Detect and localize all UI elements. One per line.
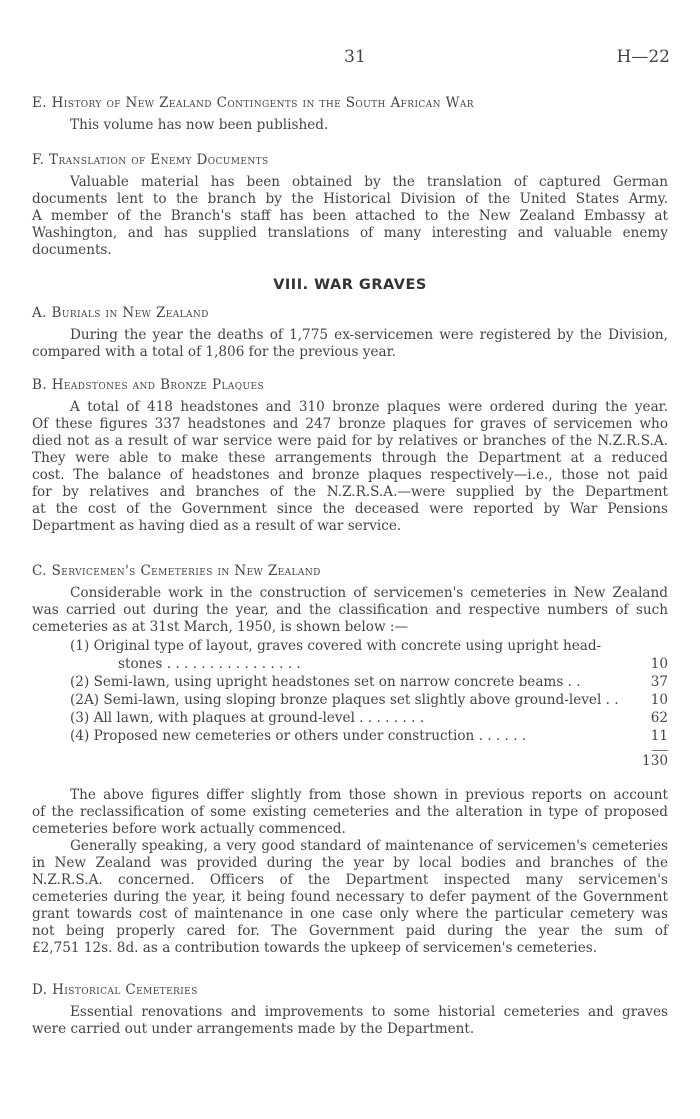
paragraph-line: died not as a result of war service were paid for by relatives or branches of the N.Z.R.S.A. bbox=[32, 433, 668, 449]
heading-sec-d: D. Historical Cemeteries bbox=[32, 982, 198, 998]
paragraph-line: During the year the deaths of 1,775 ex-servicemen were registered by the Division, bbox=[70, 327, 668, 343]
total-rule bbox=[652, 750, 668, 751]
list-item bbox=[32, 692, 668, 709]
list-item bbox=[32, 728, 668, 745]
list-item bbox=[32, 638, 668, 655]
paragraph-line: A total of 418 headstones and 310 bronze plaques were ordered during the year. bbox=[70, 399, 668, 415]
paragraph-line: documents lent to the branch by the Historical Division of the United States Army. bbox=[32, 191, 668, 207]
paragraph-line: Of these figures 337 headstones and 247 bronze plaques for graves of servicemen who bbox=[32, 416, 668, 432]
paragraph-line: They were able to make these arrangements through the Department at a reduced bbox=[32, 450, 668, 466]
paragraph-line: Washington, and has supplied translations of many interesting and valuable enemy bbox=[32, 225, 668, 241]
paragraph-line: were carried out under arrangements made by the Department. bbox=[32, 1021, 475, 1037]
paragraph-line: Generally speaking, a very good standard of maintenance of servicemen's cemeteries bbox=[70, 838, 668, 854]
paragraph-line: for by relatives and branches of the N.Z.R.S.A.—were supplied by the Department bbox=[32, 484, 668, 500]
document-code: H—22 bbox=[616, 47, 670, 67]
paragraph-line: This volume has now been published. bbox=[70, 117, 329, 133]
paragraph-line: Valuable material has been obtained by the translation of captured German bbox=[70, 174, 668, 190]
list-item-label: (2) Semi-lawn, using upright headstones set on narrow concrete beams . . bbox=[70, 674, 581, 690]
list-item-label: stones . . . . . . . . . . . . . . . . bbox=[118, 656, 301, 672]
paragraph-line: grant towards cost of maintenance in one case only where the particular cemetery was bbox=[32, 906, 668, 922]
paragraph-sec-c-intro bbox=[32, 585, 668, 636]
paragraph-line: compared with a total of 1,806 for the previous year. bbox=[32, 344, 396, 360]
section-title: VIII. WAR GRAVES bbox=[273, 277, 427, 293]
heading-sec-b: B. Headstones and Bronze Plaques bbox=[32, 377, 265, 393]
paragraph-sec-c-2 bbox=[32, 787, 668, 838]
heading-sec-e: E. History of New Zealand Contingents in the South African War bbox=[32, 95, 474, 111]
paragraph-line: cemeteries during the year, it being found necessary to defer payment of the Government bbox=[32, 889, 668, 905]
paragraph-sec-b bbox=[32, 399, 668, 535]
paragraph-line: at the cost of the Government since the deceased were reported by War Pensions bbox=[32, 501, 668, 517]
paragraph-sec-a bbox=[32, 327, 668, 361]
paragraph-line: in New Zealand was provided during the year by local bodies and branches of the bbox=[32, 855, 668, 871]
paragraph-line: £2,751 12s. 8d. as a contribution towards the upkeep of servicemen's cemeteries. bbox=[32, 940, 598, 956]
list-item bbox=[32, 710, 668, 727]
list-item-label: (1) Original type of layout, graves covered with concrete using upright head- bbox=[70, 638, 602, 654]
list-item-label: (3) All lawn, with plaques at ground-level . . . . . . . . bbox=[70, 710, 425, 726]
paragraph-line: N.Z.R.S.A. concerned. Officers of the Department inspected many servicemen's bbox=[32, 872, 668, 888]
paragraph-line: of the reclassification of some existing cemeteries and the alteration in type of proposed bbox=[32, 804, 668, 820]
paragraph-sec-c-3 bbox=[32, 838, 668, 957]
paragraph-line: documents. bbox=[32, 242, 112, 258]
paragraph-line: was carried out during the year, and the classification and respective numbers of such bbox=[32, 602, 668, 618]
list-item bbox=[32, 674, 668, 691]
paragraph-line: not being properly cared for. The Government paid during the year the sum of bbox=[32, 923, 668, 939]
paragraph-sec-d bbox=[32, 1004, 668, 1038]
heading-sec-f: F. Translation of Enemy Documents bbox=[32, 152, 269, 168]
list-item-value: 10 bbox=[650, 656, 668, 672]
paragraph-sec-e bbox=[32, 117, 668, 134]
page-number: 31 bbox=[344, 47, 366, 67]
list-item-label: (2A) Semi-lawn, using sloping bronze plaques set slightly above ground-level . . bbox=[70, 692, 619, 708]
list-item-value: 11 bbox=[650, 728, 668, 744]
total-value: 130 bbox=[642, 753, 668, 769]
list-item-value: 10 bbox=[650, 692, 668, 708]
paragraph-line: cost. The balance of headstones and bronze plaques respectively—i.e., those not paid bbox=[32, 467, 668, 483]
list-item-label: (4) Proposed new cemeteries or others under construction . . . . . . bbox=[70, 728, 527, 744]
total-row bbox=[32, 753, 668, 770]
paragraph-line: Department as having died as a result of war service. bbox=[32, 518, 402, 534]
list-item-value: 62 bbox=[650, 710, 668, 726]
paragraph-line: Considerable work in the construction of servicemen's cemeteries in New Zealand bbox=[70, 585, 668, 601]
paragraph-line: A member of the Branch's staff has been attached to the New Zealand Embassy at bbox=[32, 208, 668, 224]
paragraph-line: cemeteries before work actually commenced. bbox=[32, 821, 346, 837]
paragraph-line: cemeteries as at 31st March, 1950, is shown below :— bbox=[32, 619, 409, 635]
list-item-value: 37 bbox=[650, 674, 668, 690]
heading-sec-a: A. Burials in New Zealand bbox=[32, 305, 209, 321]
paragraph-line: Essential renovations and improvements to some historial cemeteries and graves bbox=[70, 1004, 668, 1020]
list-item bbox=[32, 656, 668, 673]
paragraph-sec-f bbox=[32, 174, 668, 259]
heading-sec-c: C. Servicemen's Cemeteries in New Zealand bbox=[32, 563, 321, 579]
paragraph-line: The above figures differ slightly from those shown in previous reports on account bbox=[70, 787, 668, 803]
